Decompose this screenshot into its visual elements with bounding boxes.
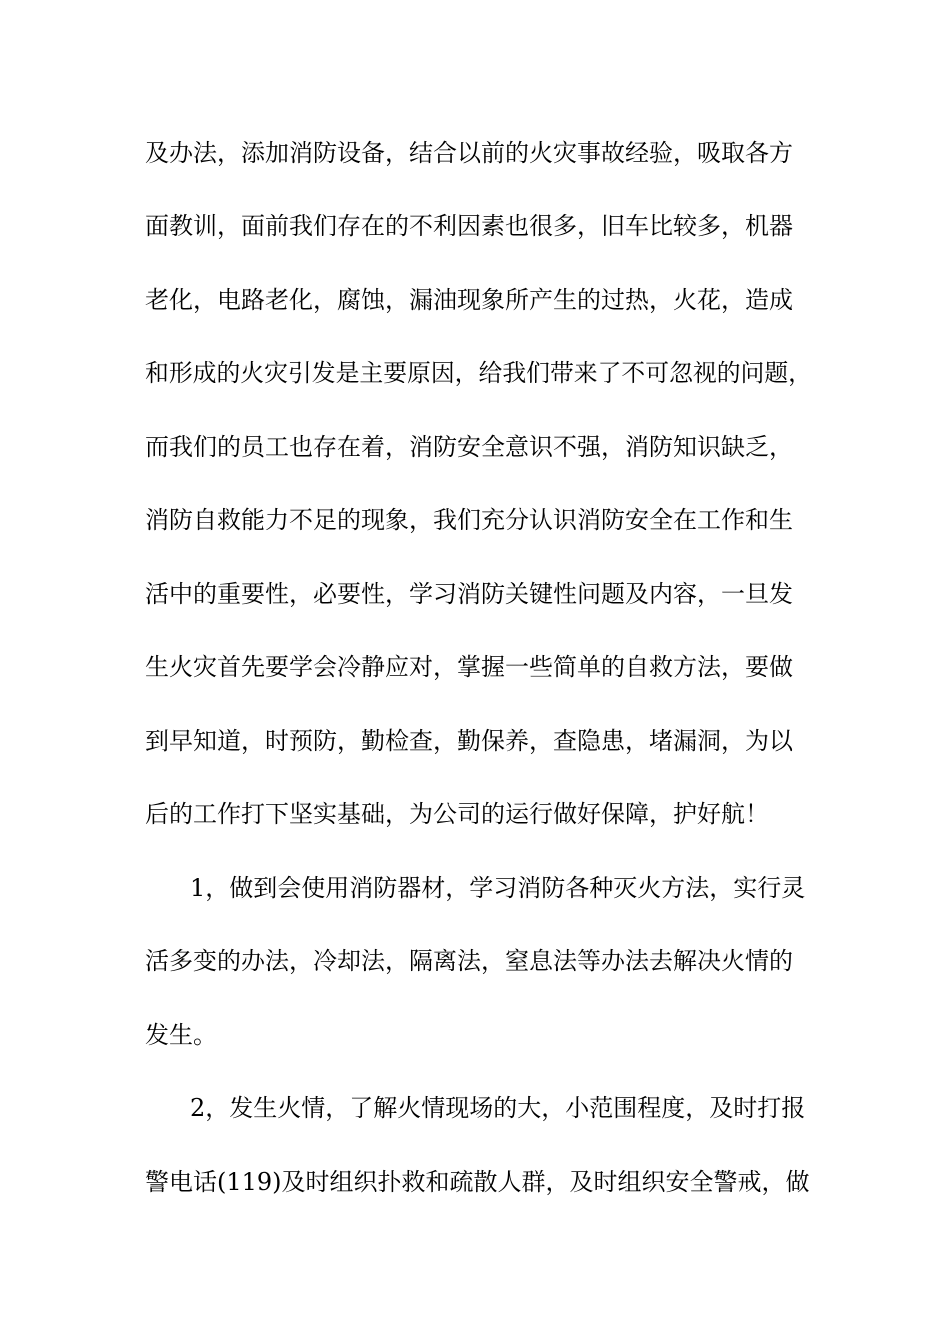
paragraph-line: 面教训，面前我们存在的不利因素也很多，旧车比较多，机器 — [145, 212, 793, 240]
paragraph-line: 活中的重要性，必要性，学习消防关键性问题及内容，一旦发 — [145, 580, 793, 608]
paragraph-line: 生火灾首先要学会冷静应对，掌握一些简单的自救方法，要做 — [145, 653, 793, 681]
list-item-1-line: 发生。 — [145, 1021, 217, 1049]
list-item-2-line: 警电话(119)及时组织扑救和疏散人群，及时组织安全警戒，做 — [145, 1168, 810, 1196]
paragraph-line: 到早知道，时预防，勤检查，勤保养，查隐患，堵漏洞，为以 — [145, 727, 793, 755]
paragraph-line: 消防自救能力不足的现象，我们充分认识消防安全在工作和生 — [145, 506, 793, 534]
paragraph-line: 而我们的员工也存在着，消防安全意识不强，消防知识缺乏， — [145, 433, 793, 461]
paragraph-line: 及办法，添加消防设备，结合以前的火灾事故经验，吸取各方 — [145, 139, 793, 167]
paragraph-line: 后的工作打下坚实基础，为公司的运行做好保障，护好航！ — [145, 800, 769, 828]
list-item-2-line: 2，发生火情，了解火情现场的大，小范围程度，及时打报 — [190, 1094, 806, 1122]
list-item-1-line: 1，做到会使用消防器材，学习消防各种灭火方法，实行灵 — [190, 874, 806, 902]
list-item-1-line: 活多变的办法，冷却法，隔离法，窒息法等办法去解决火情的 — [145, 947, 793, 975]
paragraph-line: 和形成的火灾引发是主要原因，给我们带来了不可忽视的问题， — [145, 359, 812, 387]
paragraph-line: 老化，电路老化，腐蚀，漏油现象所产生的过热，火花，造成 — [145, 286, 793, 314]
